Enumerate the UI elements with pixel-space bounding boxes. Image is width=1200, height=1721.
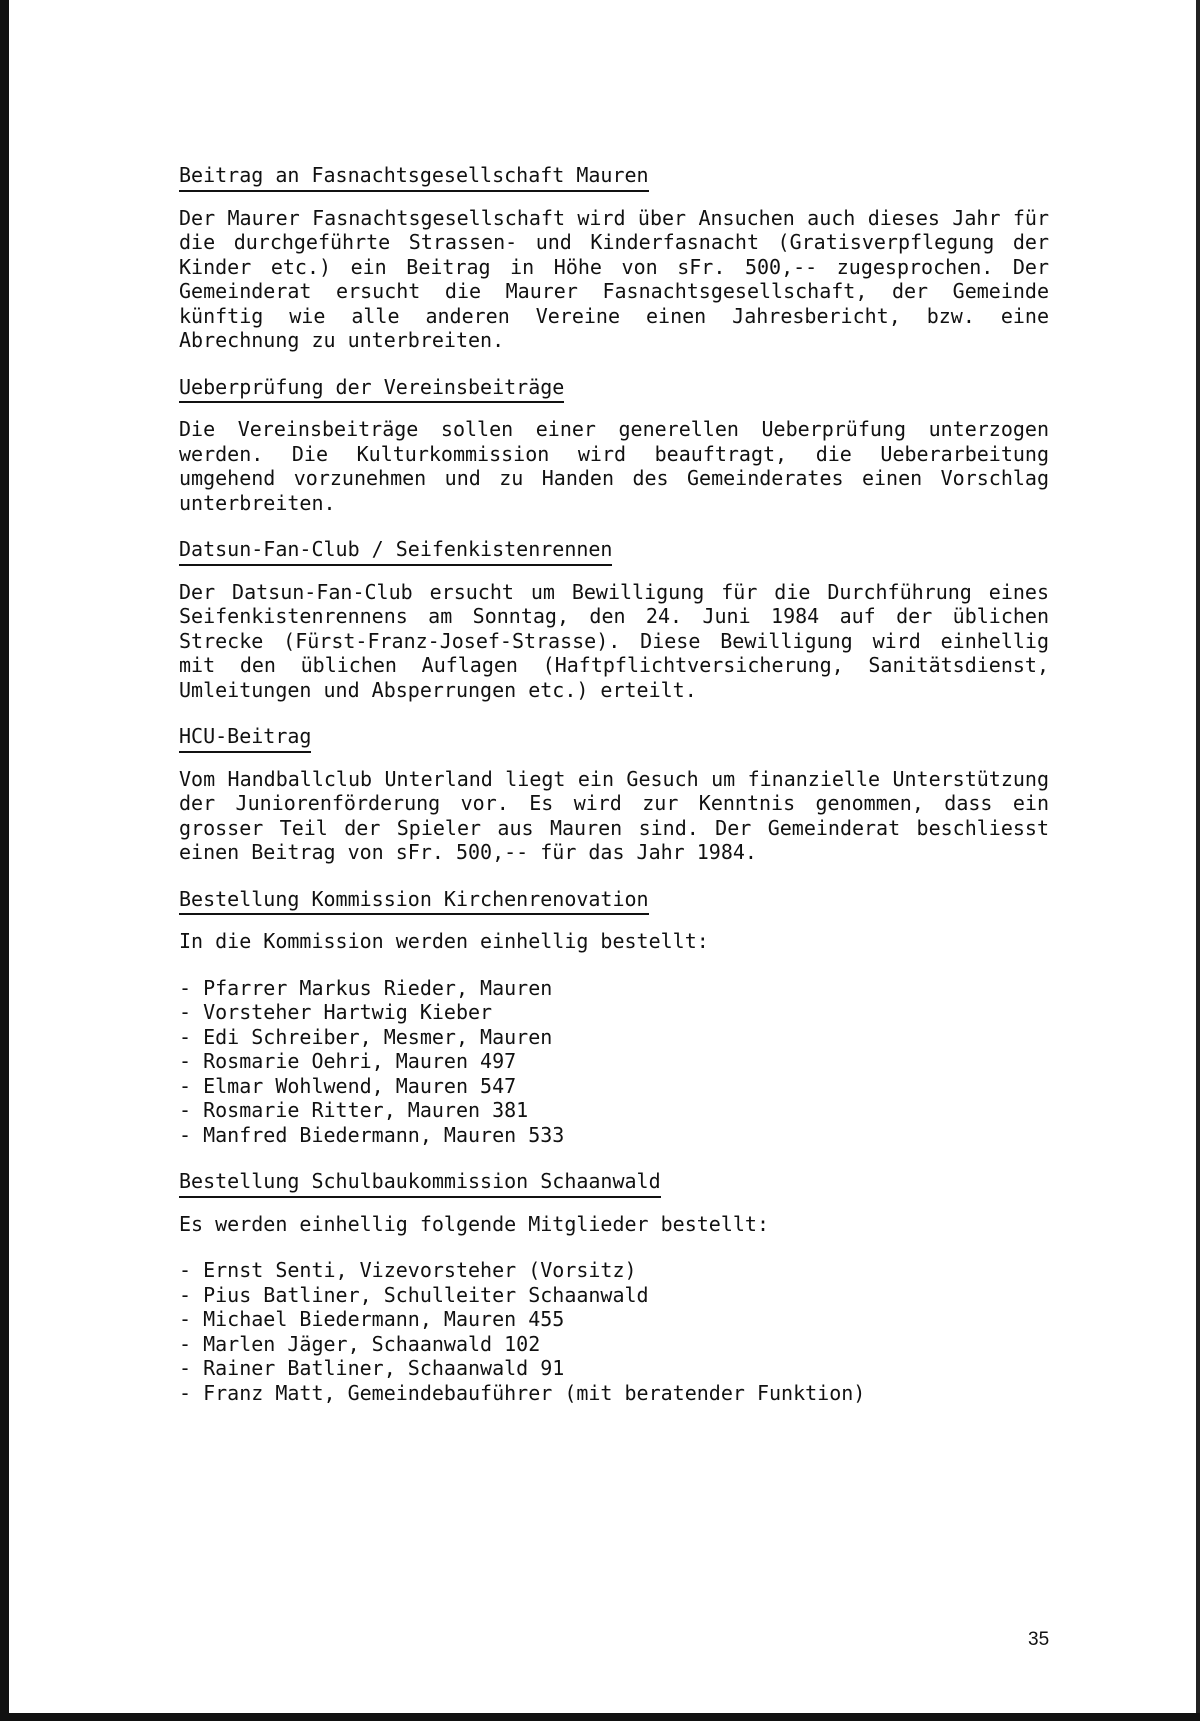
list-item: - Marlen Jäger, Schaanwald 102 — [179, 1331, 541, 1356]
section-vereinsbeitraege — [179, 375, 1049, 516]
list-item: - Michael Biedermann, Mauren 455 — [179, 1307, 565, 1331]
section-heading: Ueberprüfung der Vereinsbeiträge — [179, 375, 564, 404]
section-fasnacht — [179, 163, 1049, 353]
list-item: - Ernst Senti, Vizevorsteher (Vorsitz) — [179, 1258, 637, 1282]
section-paragraph: Die Vereinsbeiträge sollen einer generellen Ueberprüfung unterzogen werden. Die Kulturkommission wird beauftragt, die Ueberarbeitung umgehend vorzunehmen und zu Handen des Gemeinderates einen Vorschlag unterbreiten. — [179, 417, 1049, 515]
section-schulbaukommission — [179, 1169, 1049, 1405]
section-paragraph: Der Datsun-Fan-Club ersucht um Bewilligung für die Durchführung eines Seifenkistenrennens am Sonntag, den 24. Juni 1984 auf der üblichen Strecke (Fürst-Franz-Josef-Strasse). Diese Bewilligung wird einhellig mit den üblichen Auflagen (Haftpflichtversicherung, Sanitätsdienst, Umleitungen und Absperrungen etc.) erteilt. — [179, 579, 1049, 702]
section-paragraph: Der Maurer Fasnachtsgesellschaft wird über Ansuchen auch dieses Jahr für die durchgeführte Strassen- und Kinderfasnacht (Gratisverpflegung der Kinder etc.) ein Beitrag in Höhe von sFr. 500,-- zugesprochen. Der Gemeinderat ersucht die Maurer Fasnachtsgesellschaft, der Gemeinde künftig wie alle anderen Vereine einen Jahresbericht, bzw. eine Abrechnung zu unterbreiten. — [179, 205, 1049, 352]
list-item: - Franz Matt, Gemeindebauführer (mit beratender Funktion) — [179, 1380, 866, 1405]
section-heading: Bestellung Kommission Kirchenrenovation — [179, 887, 649, 916]
list-item: - Manfred Biedermann, Mauren 533 — [179, 1122, 565, 1147]
document-body — [179, 163, 1049, 1427]
section-datsun-club — [179, 537, 1049, 702]
list-item: - Pius Batliner, Schulleiter Schaanwald — [179, 1282, 649, 1307]
section-kirchenrenovation — [179, 887, 1049, 1148]
section-paragraph: In die Kommission werden einhellig bestellt: — [179, 929, 709, 953]
list-item: - Elmar Wohlwend, Mauren 547 — [179, 1073, 517, 1098]
scan-edge-bottom — [0, 1713, 1200, 1721]
list-item: - Edi Schreiber, Mesmer, Mauren — [179, 1024, 553, 1049]
section-paragraph: Vom Handballclub Unterland liegt ein Gesuch um finanzielle Unterstützung der Juniorenförderung vor. Es wird zur Kenntnis genommen, dass ein grosser Teil der Spieler aus Mauren sind. Der Gemeinderat beschliesst einen Beitrag von sFr. 500,-- für das Jahr 1984. — [179, 766, 1049, 864]
section-heading: Beitrag an Fasnachtsgesellschaft Mauren — [179, 163, 649, 192]
list-item: - Rainer Batliner, Schaanwald 91 — [179, 1356, 565, 1380]
section-heading: HCU-Beitrag — [179, 724, 311, 753]
list-item: - Rosmarie Oehri, Mauren 497 — [179, 1049, 517, 1073]
member-list — [179, 1258, 1049, 1405]
list-item: - Rosmarie Ritter, Mauren 381 — [179, 1098, 529, 1122]
list-item: - Vorsteher Hartwig Kieber — [179, 1000, 493, 1024]
scan-edge-right — [1196, 0, 1200, 1721]
section-heading: Datsun-Fan-Club / Seifenkistenrennen — [179, 537, 612, 566]
member-list — [179, 976, 1049, 1148]
page-number: 35 — [1028, 1629, 1050, 1650]
list-item: - Pfarrer Markus Rieder, Mauren — [179, 975, 553, 1000]
section-hcu-beitrag — [179, 724, 1049, 865]
section-paragraph: Es werden einhellig folgende Mitglieder bestellt: — [179, 1211, 770, 1236]
scan-edge-left — [0, 0, 9, 1721]
section-heading: Bestellung Schulbaukommission Schaanwald — [179, 1169, 661, 1198]
